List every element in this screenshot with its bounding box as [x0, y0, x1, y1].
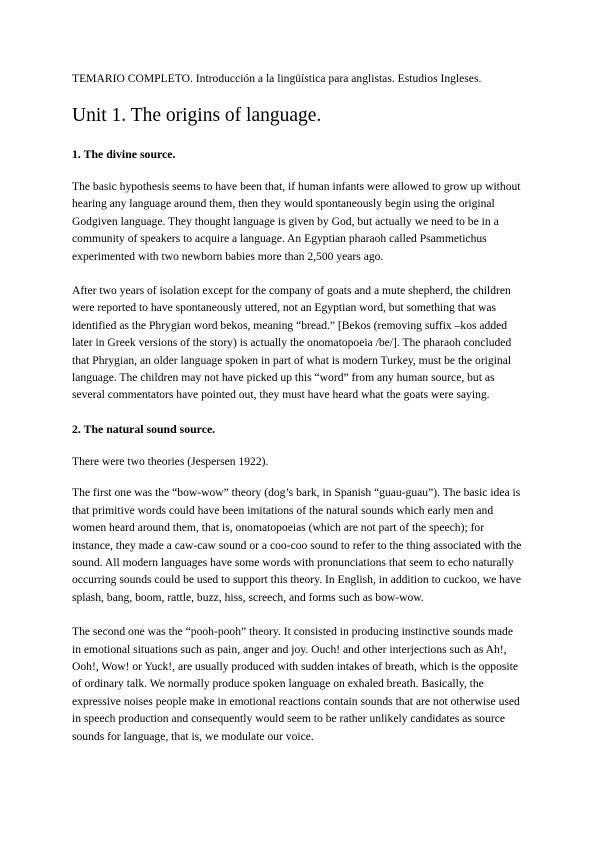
paragraph: The first one was the “bow-wow” theory (dog’s bark, in Spanish “guau-guau”). The basic idea is that primitive words could have been imitations of the natural sounds which early men and women heard around them, that is, onomatopoeias (which are not part of the speech); for instance, they made a caw-caw sound or a coo-coo sound to refer to the thing associated with the sound. All modern languages have some words with pronunciations that seem to echo naturally occurring sounds could be used to support this theory. In English, in addition to cuckoo, we have splash, bang, boom, rattle, buzz, hiss, screech, and forms such as bow-wow.: [72, 486, 522, 604]
document-header: TEMARIO COMPLETO. Introducción a la lingüística para anglistas. Estudios Ingleses.: [72, 72, 482, 85]
paragraph: After two years of isolation except for the company of goats and a mute shepherd, the children were reported to have spontaneously uttered, not an Egyptian word, but something that was identified as the Phrygian word bekos, meaning “bread.” [Bekos (removing suffix –kos added later in Greek versions of the story) is actually the onomatopoeia /be/]. The pharaoh concluded that Phrygian, an older language spoken in part of what is modern Turkey, must be the original language. The children may not have picked up this “word” from any human source, but as several commentators have pointed out, they must have heard what the goats were saying.: [72, 284, 512, 402]
paragraph: There were two theories (Jespersen 1922).: [72, 454, 269, 468]
paragraph: The second one was the “pooh-pooh” theory. It consisted in producing instinctive sounds made in emotional situations such as pain, anger and joy. Ouch! and other interjections such as Ah!, Ooh!, Wow! or Yuck!, are usually produced with sudden intakes of breath, which is the opposite of ordinary talk. We normally produce spoken language on exhaled breath. Basically, the expressive noises people make in emotional reactions contain sounds that are not otherwise used in speech production and consequently would seem to be rather unlikely candidates as source sounds for language, that is, we modulate our voice.: [72, 625, 520, 743]
paragraph: The basic hypothesis seems to have been that, if human infants were allowed to grow up without hearing any language around them, then they would spontaneously begin using the original Godgiven language. They thought language is given by God, but actually we need to be in a community of speakers to acquire a language. An Egyptian pharaoh called Psammetichus experimented with two newborn babies more than 2,500 years ago.: [72, 180, 521, 263]
section-heading-natural-sound-source: 2. The natural sound source.: [72, 421, 216, 436]
section-heading-divine-source: 1. The divine source.: [72, 147, 176, 161]
document-page: [72, 72, 524, 762]
unit-title: Unit 1. The origins of language.: [72, 105, 322, 126]
